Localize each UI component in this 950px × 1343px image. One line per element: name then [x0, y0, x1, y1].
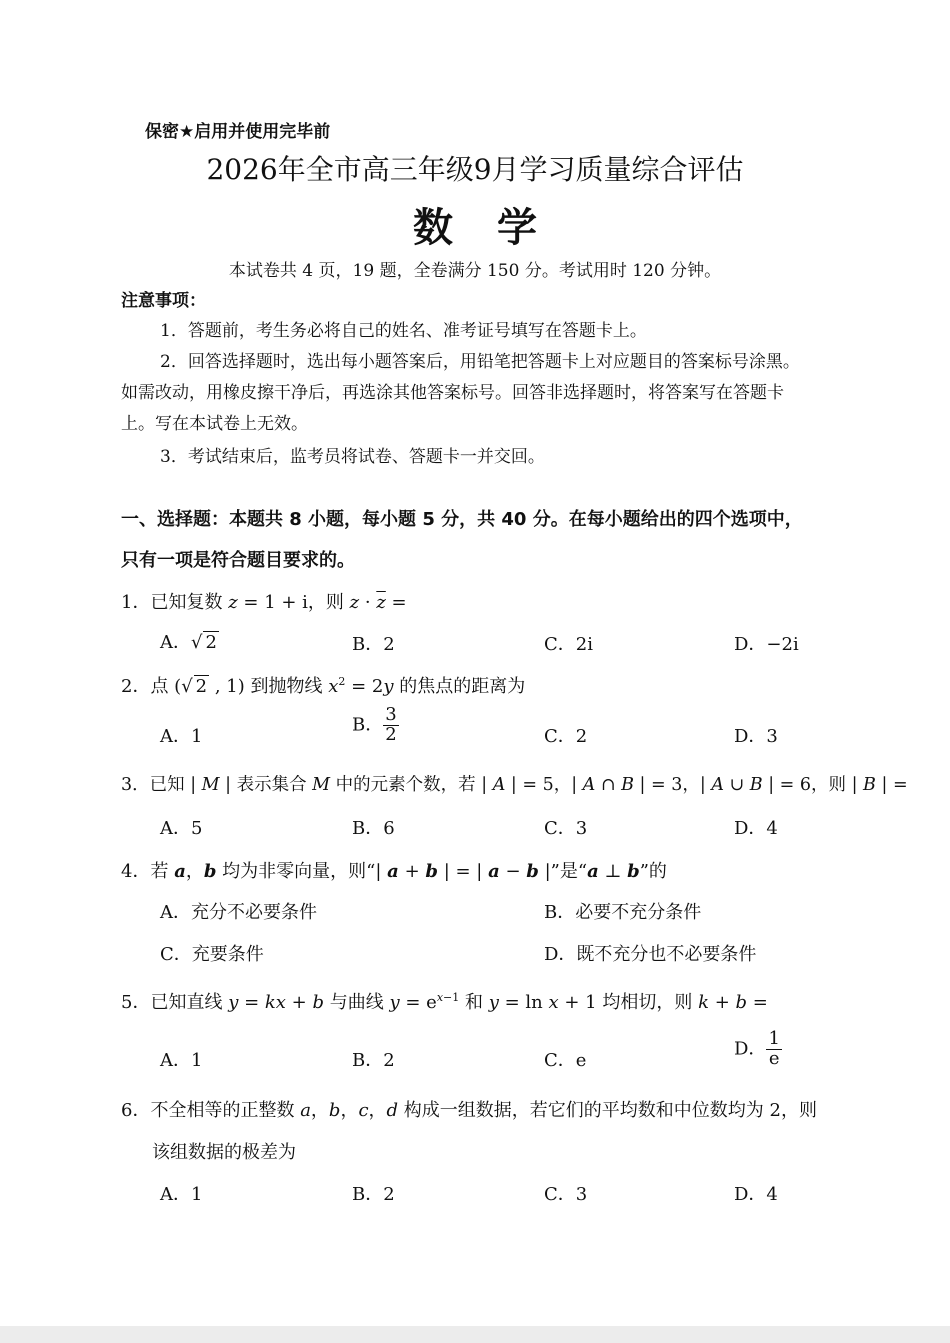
- section-heading-cont: 只有一项是符合题目要求的。: [121, 550, 355, 571]
- question-3-option-b: B．6: [352, 818, 395, 839]
- question-2-stem: 2．点 (√ 2 , 1) 到抛物线 $x^2 = 2y$ 的焦点的距离为: [121, 675, 526, 697]
- notice-item-2: 2．回答选择题时，选出每小题答案后，用铅笔把答题卡上对应题目的答案标号涂黑。: [160, 352, 800, 372]
- question-6-option-d: D．4: [734, 1184, 778, 1205]
- question-5-option-b: B．2: [352, 1050, 395, 1071]
- exam-title: 2026年全市高三年级9月学习质量综合评估: [206, 153, 744, 186]
- question-3-option-a: A．5: [160, 818, 203, 839]
- question-4-option-a: A．充分不必要条件: [160, 902, 317, 923]
- question-1-option-a: A．√ 2: [160, 632, 217, 653]
- question-4-option-b: B．必要不充分条件: [544, 902, 702, 923]
- question-4-stem: 4．若 a，b 均为非零向量，则“| a + b | = | a − b |”是“a ⊥ b”的: [121, 861, 667, 882]
- question-4-option-d: D．既不充分也不必要条件: [544, 944, 757, 965]
- question-3-stem: 3．已知 | M | 表示集合 M 中的元素个数，若 | A | = 5，| A ∩ B | = 3，| A ∪ B | = 6，则 | B | =: [121, 775, 908, 795]
- question-2-option-c: C．2: [544, 726, 588, 747]
- notice-item-3: 3．考试结束后，监考员将试卷、答题卡一并交回。: [160, 447, 545, 467]
- question-5-stem: 5．已知直线 y = kx + b 与曲线 $y = e^{x-1}$ 和 y = ln x + 1 均相切，则 k + b =: [121, 991, 768, 1013]
- question-1-option-b: B．2: [352, 634, 395, 655]
- page-bottom-edge: [0, 1326, 950, 1343]
- exam-info: 本试卷共 4 页，19 题，全卷满分 150 分。考试用时 120 分钟。: [228, 261, 722, 281]
- question-3-option-c: C．3: [544, 818, 588, 839]
- question-6-stem: 6．不全相等的正整数 a，b，c，d 构成一组数据，若它们的平均数和中位数均为 2，则: [121, 1100, 817, 1121]
- notice-heading: 注意事项：: [121, 291, 206, 311]
- question-4-option-c: C．充要条件: [160, 944, 264, 965]
- notice-item-2-end: 上。写在本试卷上无效。: [121, 414, 308, 434]
- question-5-option-a: A．1: [160, 1050, 203, 1071]
- confidential-mark: 保密★启用并使用完毕前: [145, 122, 331, 142]
- question-5-option-d: D． $\frac{1}{e}$: [734, 1028, 780, 1069]
- question-5-option-c: C．e: [544, 1050, 587, 1071]
- question-6-stem-cont: 该组数据的极差为: [152, 1142, 296, 1163]
- question-3-option-d: D．4: [734, 818, 778, 839]
- question-1-stem: 1．已知复数 z = 1 + i，则 $z \cdot \overline{z}$ =: [121, 592, 407, 613]
- question-1-option-d: D．−2i: [734, 634, 799, 655]
- question-6-option-c: C．3: [544, 1184, 588, 1205]
- notice-item-1: 1．答题前，考生务必将自己的姓名、准考证号填写在答题卡上。: [160, 321, 647, 341]
- notice-item-2-cont: 如需改动，用橡皮擦干净后，再选涂其他答案标号。回答非选择题时，将答案写在答题卡: [121, 383, 784, 403]
- subject-title: 数学: [413, 204, 581, 251]
- question-6-option-a: A．1: [160, 1184, 203, 1205]
- question-2-option-d: D．3: [734, 726, 778, 747]
- question-6-option-b: B．2: [352, 1184, 395, 1205]
- question-2-option-b: B． $\frac{3}{2}$: [352, 704, 397, 745]
- question-1-option-c: C．2i: [544, 634, 593, 655]
- question-2-option-a: A．1: [160, 726, 203, 747]
- section-heading: 一、选择题：本题共 8 小题，每小题 5 分，共 40 分。在每小题给出的四个选项中，: [121, 509, 803, 530]
